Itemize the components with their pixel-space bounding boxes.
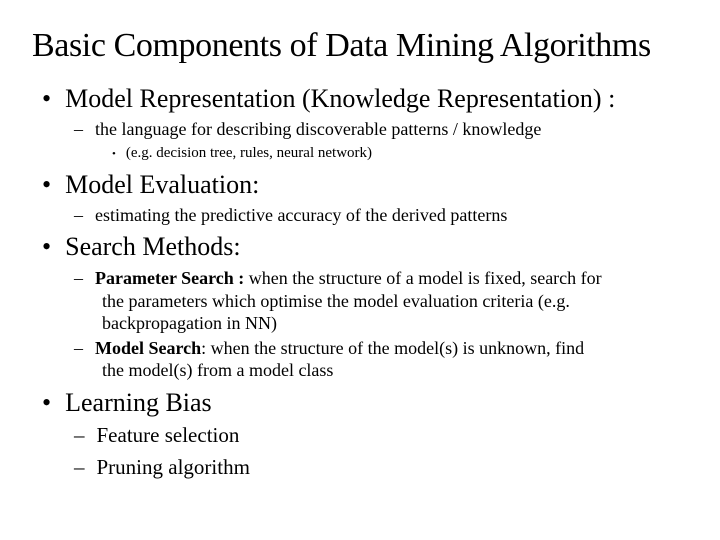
bullet-text: Learning Bias bbox=[65, 388, 212, 417]
dash-marker: – bbox=[74, 423, 85, 447]
slide-title: Basic Components of Data Mining Algorithms bbox=[32, 27, 651, 64]
sub-sub-bullet-examples bbox=[112, 144, 372, 164]
sub-bullet-text: estimating the predictive accuracy of the derived patterns bbox=[95, 205, 508, 225]
bullet-learning-bias bbox=[42, 388, 212, 418]
bullet-search-methods bbox=[42, 232, 241, 262]
bullet-model-representation bbox=[42, 84, 615, 114]
bullet-text: Search Methods: bbox=[65, 232, 241, 261]
sub-bullet-text: Pruning algorithm bbox=[96, 455, 250, 479]
sub-bullet-continuation: backpropagation in NN) bbox=[102, 313, 277, 333]
sub-bullet-continuation: the parameters which optimise the model evaluation criteria (e.g. bbox=[102, 291, 570, 311]
sub-bullet-language bbox=[74, 118, 541, 140]
bullet-text: Model Evaluation: bbox=[65, 170, 260, 199]
bullet-marker: • bbox=[42, 388, 52, 417]
dash-marker: – bbox=[74, 455, 85, 479]
sub-bullet-text: the language for describing discoverable patterns / knowledge bbox=[95, 119, 542, 139]
bullet-marker: • bbox=[42, 232, 52, 261]
bullet-marker: • bbox=[42, 170, 52, 199]
sub-bullet-pruning-algorithm bbox=[74, 455, 250, 479]
sub-bullet-text: when the structure of a model is fixed, search for bbox=[244, 268, 602, 288]
sub-bullet-text: : when the structure of the model(s) is unknown, find bbox=[201, 338, 585, 358]
sub-bullet-parameter-search bbox=[74, 267, 602, 289]
sub-bullet-estimating bbox=[74, 204, 507, 226]
bullet-model-evaluation bbox=[42, 170, 259, 200]
sub-bullet-text: Feature selection bbox=[96, 423, 240, 447]
term-parameter-search: Parameter Search : bbox=[95, 268, 245, 288]
dash-marker: – bbox=[74, 268, 83, 288]
sub-bullet-continuation: the model(s) from a model class bbox=[102, 360, 334, 380]
dash-marker: – bbox=[74, 338, 83, 358]
bullet-text: Model Representation (Knowledge Representation) : bbox=[65, 84, 616, 113]
dash-marker: – bbox=[74, 119, 83, 139]
sub-bullet-model-search bbox=[74, 337, 584, 359]
dash-marker: – bbox=[74, 205, 83, 225]
term-model-search: Model Search bbox=[95, 338, 202, 358]
sub-sub-bullet-text: (e.g. decision tree, rules, neural network) bbox=[125, 145, 373, 161]
sub-bullet-feature-selection bbox=[74, 423, 239, 447]
bullet-marker: • bbox=[42, 84, 52, 113]
bullet-marker: • bbox=[112, 148, 116, 160]
